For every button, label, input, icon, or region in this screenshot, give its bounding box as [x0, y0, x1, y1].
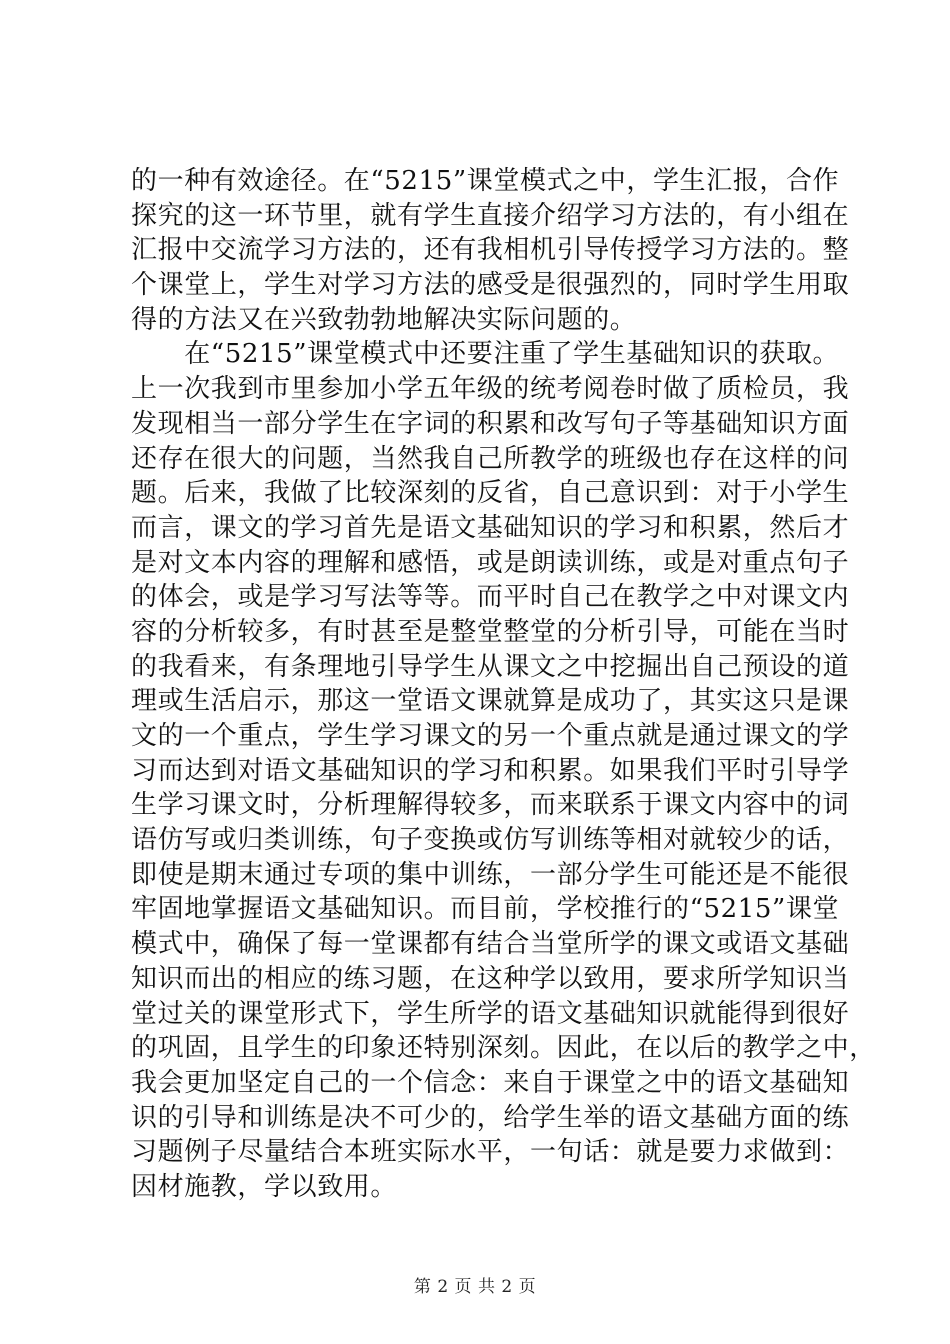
text-line: 习题例子尽量结合本班实际水平，一句话：就是要力求做到：	[131, 1137, 850, 1168]
text-line: 汇报中交流学习方法的，还有我相机引导传授学习方法的。整	[131, 235, 850, 266]
text-line: 在“5215”课堂模式中还要注重了学生基础知识的获取。	[131, 339, 840, 370]
text-line: 我会更加坚定自己的一个信念：来自于课堂之中的语文基础知	[131, 1067, 850, 1098]
text-line: 模式中，确保了每一堂课都有结合当堂所学的课文或语文基础	[131, 929, 850, 960]
text-line: 是对文本内容的理解和感悟，或是朗读训练，或是对重点句子	[131, 547, 850, 578]
text-line: 探究的这一环节里，就有学生直接介绍学习方法的，有小组在	[131, 200, 850, 231]
text-line: 还存在很大的问题，当然我自己所教学的班级也存在这样的问	[131, 443, 850, 474]
text-line: 容的分析较多，有时甚至是整堂整堂的分析引导，可能在当时	[131, 616, 850, 647]
text-line: 堂过关的课堂形式下，学生所学的语文基础知识就能得到很好	[131, 998, 850, 1029]
text-line: 因材施教，学以致用。	[131, 1171, 398, 1202]
body-text	[131, 164, 876, 1205]
text-line: 知识而出的相应的练习题，在这种学以致用，要求所学知识当	[131, 963, 850, 994]
text-line: 的一种有效途径。在“5215”课堂模式之中，学生汇报，合作	[131, 166, 840, 196]
text-line: 习而达到对语文基础知识的学习和积累。如果我们平时引导学	[131, 755, 850, 786]
text-line: 上一次我到市里参加小学五年级的统考阅卷时做了质检员，我	[131, 374, 850, 405]
text-line: 识的引导和训练是决不可少的，给学生举的语文基础方面的练	[131, 1102, 850, 1133]
text-line: 的体会，或是学习写法等等。而平时自己在教学之中对课文内	[131, 582, 850, 613]
text-line: 生学习课文时，分析理解得较多，而来联系于课文内容中的词	[131, 790, 850, 821]
text-line: 即使是期末通过专项的集中训练，一部分学生可能还是不能很	[131, 859, 850, 890]
text-line: 牢固地掌握语文基础知识。而目前，学校推行的“5215”课堂	[131, 894, 840, 925]
text-line: 文的一个重点，学生学习课文的另一个重点就是通过课文的学	[131, 721, 850, 751]
text-line: 题。后来，我做了比较深刻的反省，自己意识到：对于小学生	[131, 478, 850, 509]
text-line: 发现相当一部分学生在字词的积累和改写句子等基础知识方面	[131, 408, 850, 439]
text-line: 的我看来，有条理地引导学生从课文之中挖掘出自己预设的道	[131, 651, 850, 682]
text-line: 得的方法又在兴致勃勃地解决实际问题的。	[131, 304, 637, 335]
text-line: 而言，课文的学习首先是语文基础知识的学习和积累，然后才	[131, 512, 850, 543]
text-line: 的巩固，且学生的印象还特别深刻。因此，在以后的教学之中，	[131, 1033, 876, 1064]
page-footer: 第 2 页 共 2 页	[413, 1277, 537, 1297]
text-line: 理或生活启示，那这一堂语文课就算是成功了，其实这只是课	[131, 686, 850, 717]
text-line: 语仿写或归类训练，句子变换或仿写训练等相对就较少的话，	[131, 825, 850, 856]
text-line: 个课堂上，学生对学习方法的感受是很强烈的，同时学生用取	[131, 270, 850, 301]
